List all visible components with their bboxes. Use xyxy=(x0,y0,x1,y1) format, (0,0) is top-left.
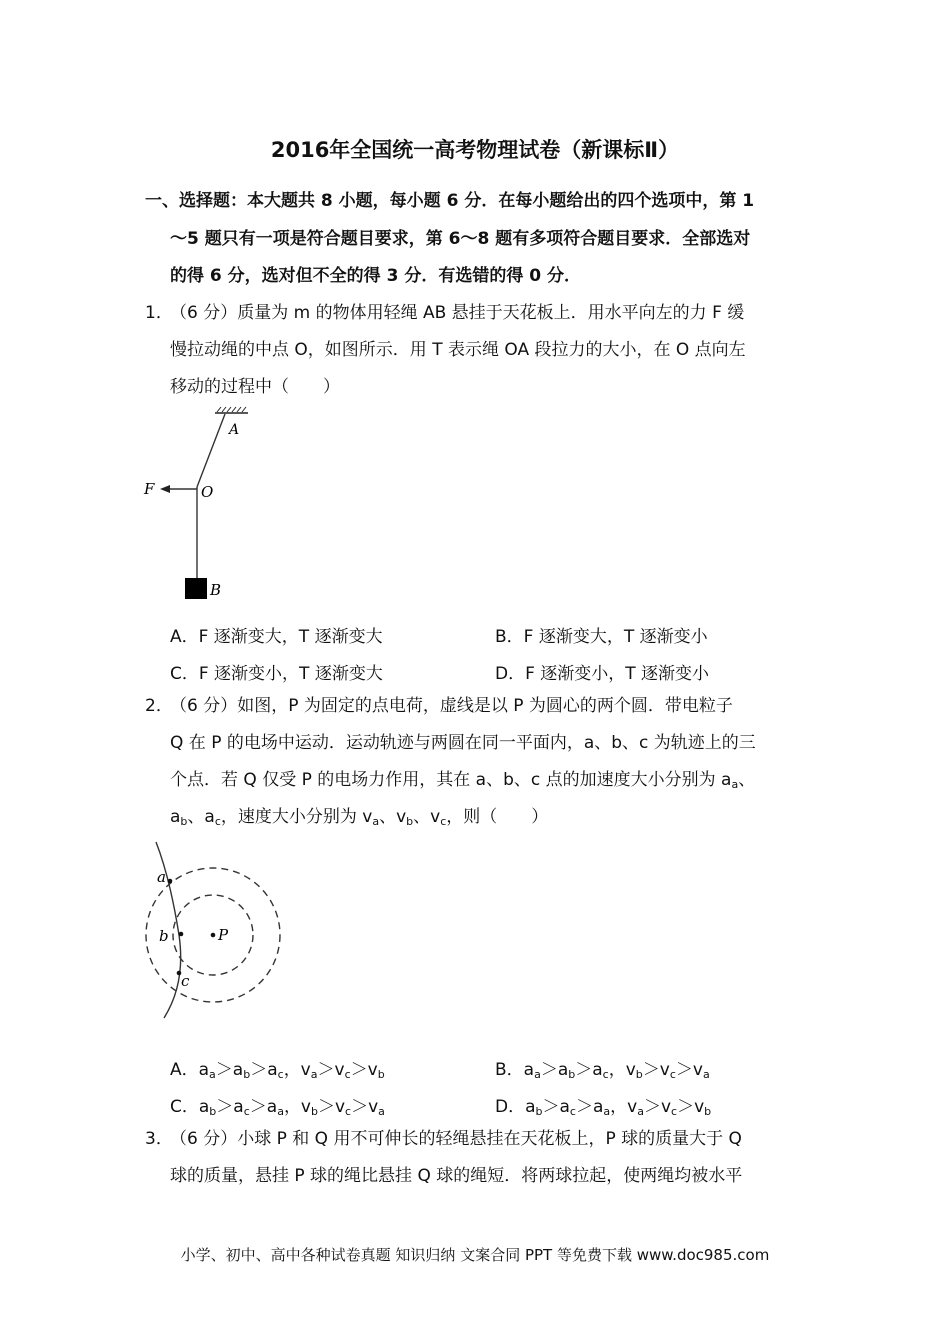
question-1-line-1: （6 分）质量为 m 的物体用轻绳 AB 悬挂于天花板上．用水平向左的力 F 缓 xyxy=(170,303,745,323)
point-p xyxy=(211,933,216,938)
label-f: F xyxy=(144,480,155,498)
section-heading-line-2: ～5 题只有一项是符合题目要求，第 6～8 题有多项符合题目要求．全部选对 xyxy=(170,229,751,249)
question-2-line-1: （6 分）如图，P 为固定的点电荷，虚线是以 P 为圆心的两个圆．带电粒子 xyxy=(170,696,733,716)
question-2-option-d: D．$a_b>a_c>a_a$，$v_a>v_c>v_b$ xyxy=(495,1097,712,1118)
label-o: O xyxy=(201,483,214,501)
label-b: B xyxy=(210,581,222,599)
section-heading-line-3: 的得 6 分，选对但不全的得 3 分．有选错的得 0 分． xyxy=(170,266,581,286)
question-2-figure xyxy=(140,838,290,1023)
page-footer: 小学、初中、高中各种试卷真题 知识归纳 文案合同 PPT 等免费下载 www.doc985.com xyxy=(180,1246,770,1264)
rope-oa xyxy=(197,414,225,487)
question-2-option-b: B．$a_a>a_b>a_c$，$v_b>v_c>v_a$ xyxy=(495,1060,710,1081)
ceiling-hatch xyxy=(217,407,246,412)
label-b: b xyxy=(159,927,169,945)
question-1-figure xyxy=(140,405,250,605)
question-3-line-1: （6 分）小球 P 和 Q 用不可伸长的轻绳悬挂在天花板上，P 球的质量大于 Q xyxy=(170,1129,742,1149)
label-a: a xyxy=(157,868,166,886)
question-2-option-c: C．$a_b>a_c>a_a$，$v_b>v_c>v_a$ xyxy=(170,1097,385,1118)
label-a: A xyxy=(229,422,240,438)
question-2-line-2: Q 在 P 的电场中运动．运动轨迹与两圆在同一平面内，a、b、c 为轨迹上的三 xyxy=(170,733,756,753)
force-arrow-head xyxy=(160,485,170,493)
question-1-option-b: B．F 逐渐变大，T 逐渐变小 xyxy=(495,627,708,647)
mass-block xyxy=(185,578,207,599)
question-1-option-c: C．F 逐渐变小，T 逐渐变大 xyxy=(170,664,383,684)
question-2-line-3: 个点．若 Q 仅受 P 的电场力作用，其在 a、b、c 点的加速度大小分别为 $a_a$、 xyxy=(170,770,756,791)
point-a xyxy=(168,879,173,884)
question-1-number: 1． xyxy=(145,303,173,323)
question-3-line-2: 球的质量，悬挂 P 球的绳比悬挂 Q 球的绳短．将两球拉起，使两绳均被水平 xyxy=(170,1166,743,1186)
page-title: 2016年全国统一高考物理试卷（新课标Ⅱ） xyxy=(270,138,680,162)
question-1-line-3: 移动的过程中（ ） xyxy=(170,377,340,397)
question-1-option-d: D．F 逐渐变小，T 逐渐变小 xyxy=(495,664,710,684)
label-p: P xyxy=(218,926,229,944)
label-c: c xyxy=(181,972,190,990)
question-2-line-4: $a_b$、$a_c$，速度大小分别为 $v_a$、$v_b$、$v_c$，则（ ） xyxy=(170,807,549,828)
question-1-line-2: 慢拉动绳的中点 O，如图所示．用 T 表示绳 OA 段拉力的大小，在 O 点向左 xyxy=(170,340,746,360)
question-1-option-a: A．F 逐渐变大，T 逐渐变大 xyxy=(170,627,383,647)
question-3-number: 3． xyxy=(145,1129,173,1149)
question-2-number: 2． xyxy=(145,696,173,716)
point-b xyxy=(179,932,184,937)
question-2-option-a: A．$a_a>a_b>a_c$，$v_a>v_c>v_b$ xyxy=(170,1060,385,1081)
section-heading-line-1: 一、选择题：本大题共 8 小题，每小题 6 分．在每小题给出的四个选项中，第 1 xyxy=(145,191,755,211)
